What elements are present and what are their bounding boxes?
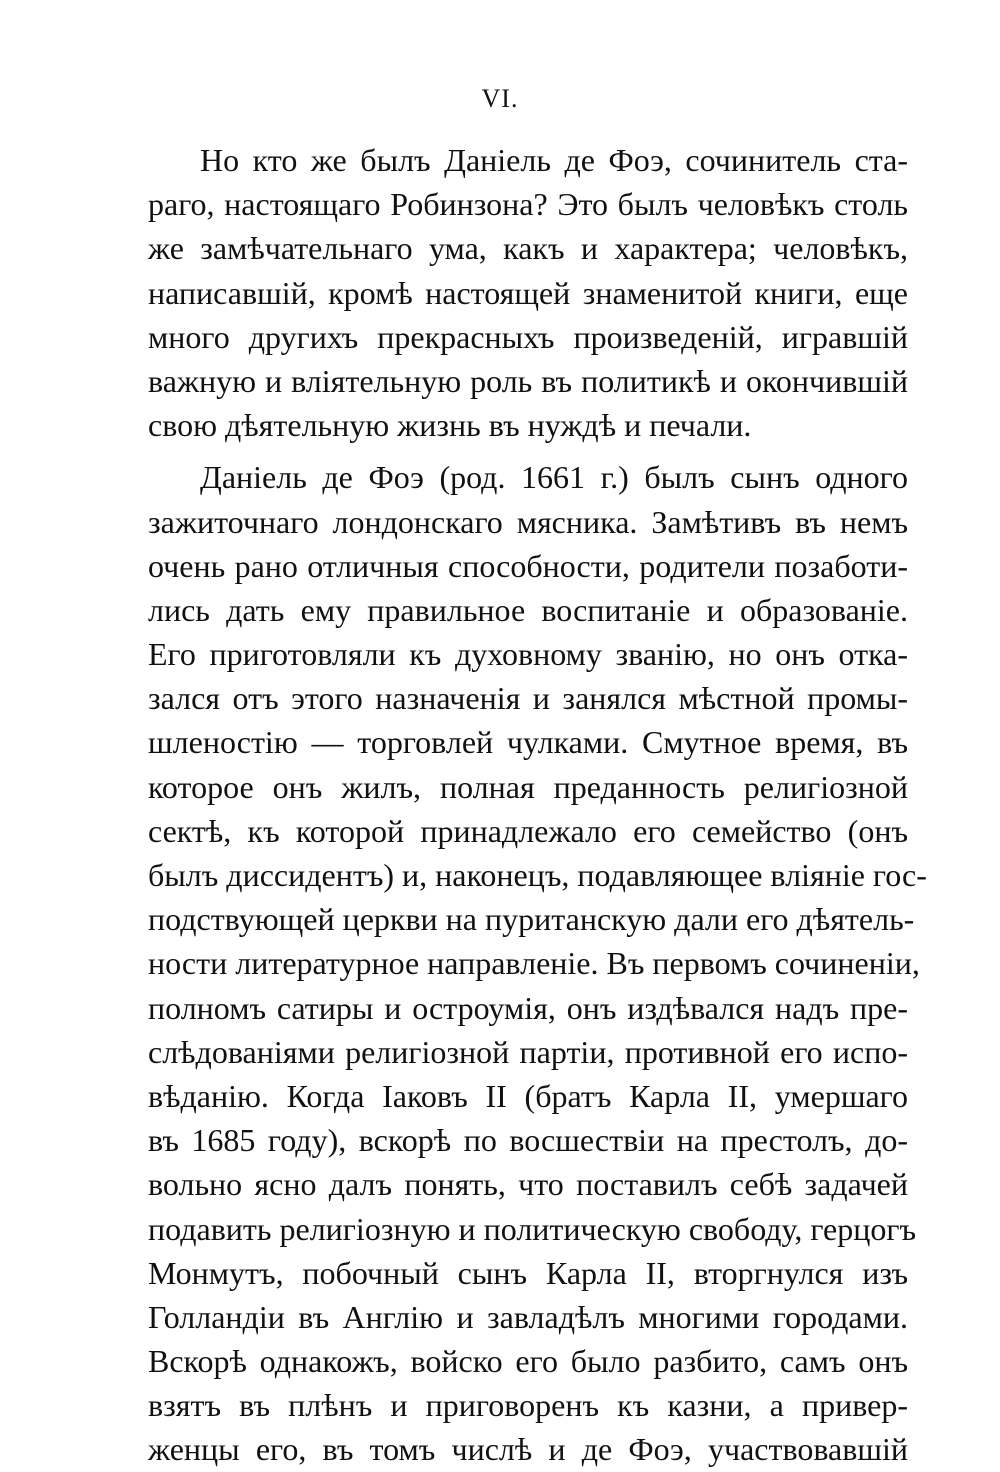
- text-line: Даніель де Фоэ (род. 1661 г.) былъ сынъ одного: [200, 459, 908, 496]
- text-line: слѣдованіями религіозной партіи, противной его испо-: [148, 1033, 908, 1070]
- text-line: вѣданію. Когда Іаковъ II (братъ Карла II, умершаго: [148, 1077, 908, 1114]
- paragraph-gap: [148, 447, 908, 455]
- text-line: написавшій, кромѣ настоящей знаменитой книги, еще: [148, 274, 908, 311]
- text-line: шленостію — торговлей чулками. Смутное время, въ: [148, 724, 908, 761]
- text-line: женцы его, въ томъ числѣ и де Фоэ, участвовавшій: [148, 1431, 908, 1468]
- text-line: взятъ въ плѣнъ и приговоренъ къ казни, а привер-: [148, 1387, 908, 1424]
- text-line: лись дать ему правильное воспитаніе и образованіе.: [148, 591, 908, 628]
- text-line: важную и вліятельную роль въ политикѣ и окончившій: [148, 362, 908, 399]
- text-line: въ 1685 году), вскорѣ по восшествіи на престолъ, до-: [148, 1122, 908, 1159]
- text-line: которое онъ жилъ, полная преданность религіозной: [148, 768, 908, 805]
- text-line: подавить религіозную и политическую свободу, герцогъ: [148, 1210, 917, 1247]
- text-line: же замѣчательнаго ума, какъ и характера; человѣкъ,: [148, 230, 908, 267]
- text-line: вольно ясно далъ понять, что поставилъ себѣ задачей: [148, 1166, 908, 1203]
- text-line: ности литературное направленіе. Въ первомъ сочиненіи,: [148, 945, 920, 982]
- paragraph-2: [148, 455, 927, 1471]
- text-line: свою дѣятельную жизнь въ нуждѣ и печали.: [148, 407, 752, 444]
- text-line: былъ диссидентъ) и, наконецъ, подавляющее вліяніе гос-: [148, 857, 927, 893]
- body-text: [148, 138, 927, 1472]
- text-line: Его приготовляли къ духовному званію, но онъ отка-: [148, 636, 908, 673]
- text-line: много другихъ прекрасныхъ произведеній, игравшій: [148, 318, 908, 355]
- text-line: Монмутъ, побочный сынъ Карла II, вторгнулся изъ: [148, 1254, 908, 1291]
- text-line: сектѣ, къ которой принадлежало его семейство (онъ: [148, 812, 908, 849]
- text-line: Но кто же былъ Даніель де Фоэ, сочинитель ста-: [200, 142, 908, 178]
- paragraph-1: [148, 138, 908, 447]
- page-number: VI.: [481, 84, 519, 113]
- text-line: Голландіи въ Англію и завладѣлъ многими городами.: [148, 1298, 908, 1335]
- text-line: зажиточнаго лондонскаго мясника. Замѣтивъ въ немъ: [148, 503, 908, 540]
- text-line: очень рано отличныя способности, родители позаботи-: [148, 547, 908, 584]
- text-line: подствующей церкви на пуританскую дали его дѣятель-: [148, 901, 915, 938]
- text-line: полномъ сатиры и остроумія, онъ издѣвался надъ пре-: [148, 989, 908, 1026]
- text-line: Вскорѣ однакожъ, войско его было разбито, самъ онъ: [148, 1343, 908, 1380]
- text-line: раго, настоящаго Робинзона? Это былъ человѣкъ столь: [148, 186, 908, 223]
- text-line: зался отъ этого назначенія и занялся мѣстной промы-: [148, 680, 908, 717]
